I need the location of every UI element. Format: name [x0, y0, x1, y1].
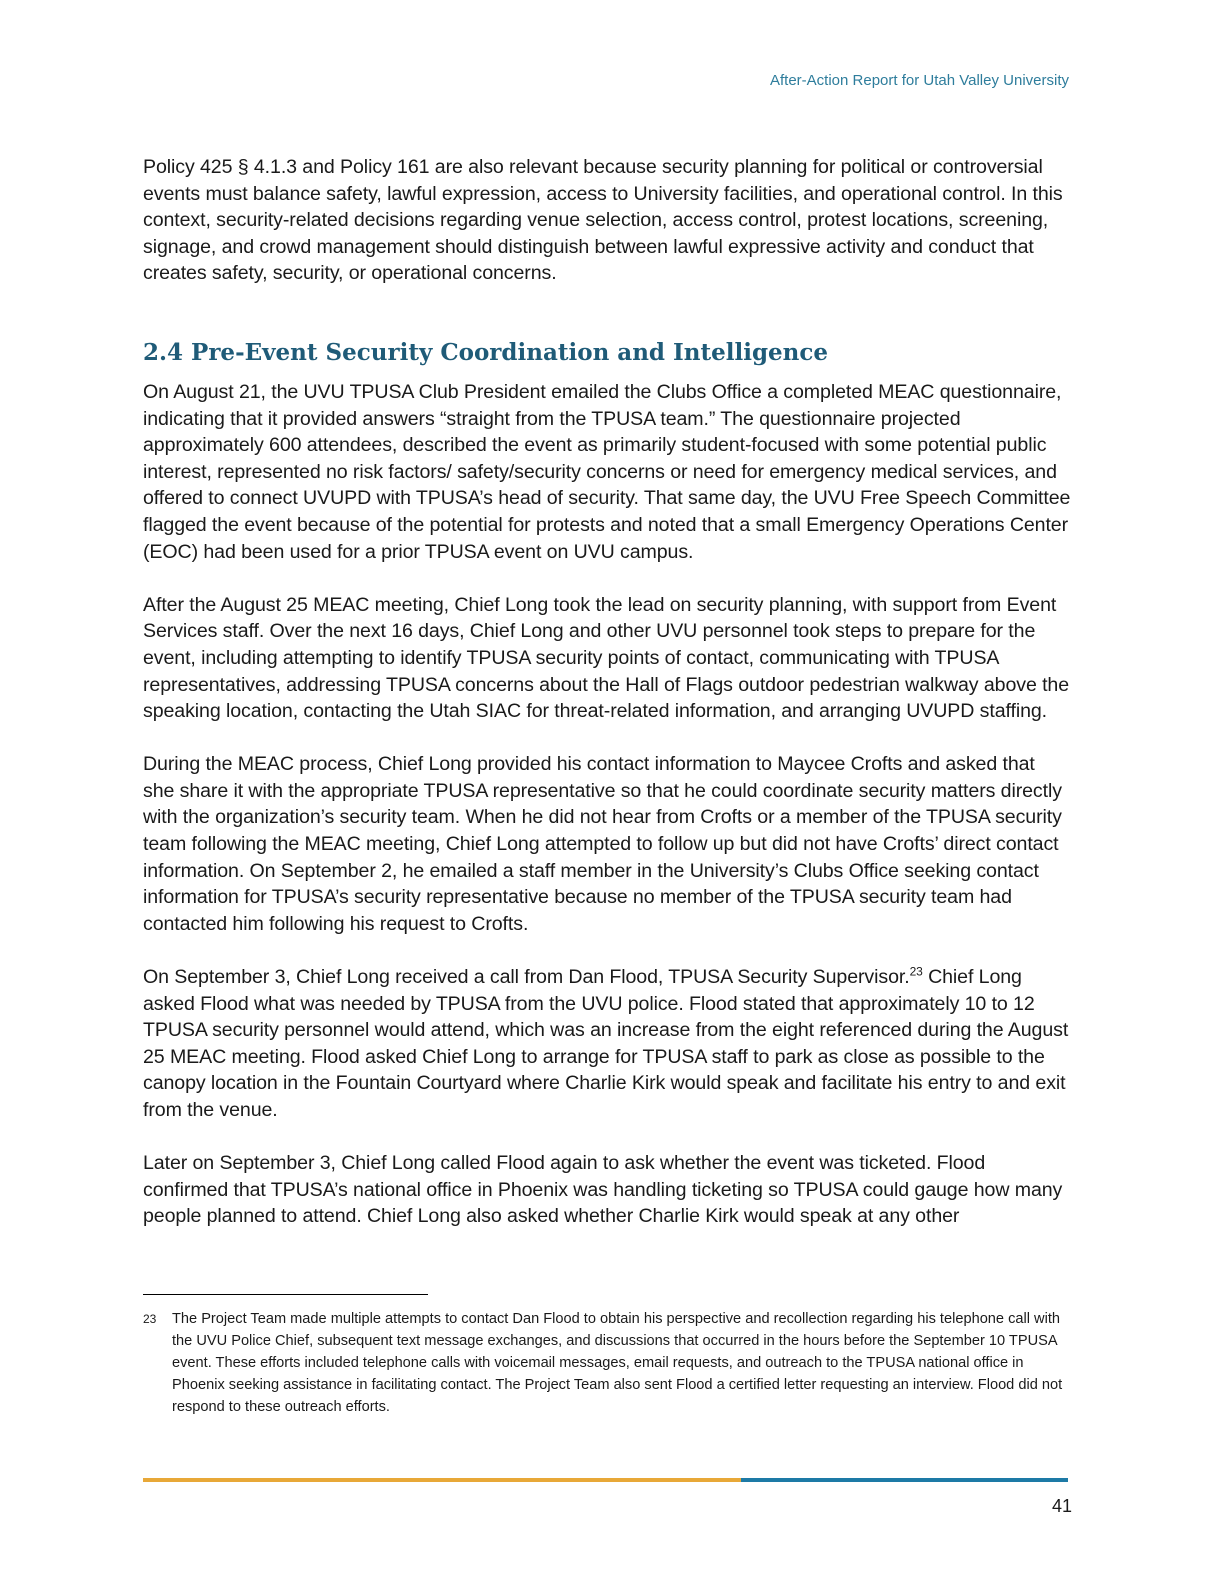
page-body	[143, 154, 1071, 1257]
paragraph-meac-process: During the MEAC process, Chief Long provided his contact information to Maycee Crofts and asked that she share it with the appropriate TPUSA representative so that he could coordinate security matters directly with the organization’s security team. When he did not hear from Crofts or a member of the TPUSA security team following the MEAC meeting, Chief Long attempted to follow up but did not have Crofts’ direct contact information. On September 2, he emailed a staff member in the University’s Clubs Office seeking contact information for TPUSA’s security representative because no member of the TPUSA security team had contacted him following his request to Crofts.	[143, 753, 1062, 935]
footnote	[143, 1308, 1073, 1418]
paragraph-aug21: On August 21, the UVU TPUSA Club President emailed the Clubs Office a completed MEAC questionnaire, indicating that it provided answers “straight from the TPUSA team.” The questionnaire projected approximately 600 attendees, described the event as primarily student-focused with some potential public interest, represented no risk factors/ safety/security concerns or need for emergency medical services, and offered to connect UVUPD with TPUSA’s head of security. That same day, the UVU Free Speech Committee flagged the event because of the potential for protests and noted that a small Emergency Operations Center (EOC) had been used for a prior TPUSA event on UVU campus.	[143, 380, 1071, 563]
footer-rule	[143, 1478, 1068, 1482]
running-header: After-Action Report for Utah Valley University	[770, 72, 1069, 89]
paragraph-sept3-rest: Chief Long asked Flood what was needed by TPUSA from the UVU police. Flood stated that approximately 10 to 12 TPUSA security personnel would attend, which was an increase from the eight referenced during the August 25 MEAC meeting. Flood asked Chief Long to arrange for TPUSA staff to park as close as possible to the canopy location in the Fountain Courtyard where Charlie Kirk would speak and facilitate his entry to and exit from the venue.	[143, 966, 1069, 1121]
footnote-reference[interactable]: 23	[909, 964, 923, 979]
section-heading: 2.4 Pre-Event Security Coordination and Intelligence	[143, 338, 829, 366]
intro-paragraph: Policy 425 § 4.1.3 and Policy 161 are also relevant because security planning for political or controversial events must balance safety, lawful expression, access to University facilities, and operational control. In this context, security-related decisions regarding venue selection, access control, protest locations, screening, signage, and crowd management should distinguish between lawful expressive activity and conduct that creates safety, security, or operational concerns.	[143, 156, 1063, 285]
paragraph-sept3-start: On September 3, Chief Long received a call from Dan Flood, TPUSA Security Supervisor.	[143, 966, 910, 989]
footer-rule-blue	[741, 1478, 1068, 1482]
footnote-number: 23	[143, 1312, 157, 1326]
paragraph-aug25: After the August 25 MEAC meeting, Chief Long took the lead on security planning, with support from Event Services staff. Over the next 16 days, Chief Long and other UVU personnel took steps to prepare for the event, including attempting to identify TPUSA security points of contact, communicating with TPUSA representatives, addressing TPUSA concerns about the Hall of Flags outdoor pedestrian walkway above the speaking location, contacting the Utah SIAC for threat-related information, and arranging UVUPD staffing.	[143, 593, 1070, 723]
footnote-text: The Project Team made multiple attempts to contact Dan Flood to obtain his perspective and recollection regarding his telephone call with the UVU Police Chief, subsequent text message exchanges, and discussions that occurred in the hours before the September 10 TPUSA event. These efforts included telephone calls with voicemail messages, email requests, and outreach to the TPUSA national office in Phoenix seeking assistance in facilitating contact. The Project Team also sent Flood a certified letter requesting an interview. Flood did not respond to these outreach efforts.	[172, 1311, 1063, 1415]
paragraph-sept3	[143, 964, 1071, 1124]
page-number: 41	[1051, 1496, 1072, 1516]
paragraph-later-sept3: Later on September 3, Chief Long called Flood again to ask whether the event was ticketed. Flood confirmed that TPUSA’s national office in Phoenix was handling ticketing so TPUSA could gauge how many people planned to attend. Chief Long also asked whether Charlie Kirk would speak at any other	[143, 1152, 1063, 1228]
footer-rule-gold	[143, 1478, 741, 1482]
footnote-divider	[143, 1294, 428, 1295]
